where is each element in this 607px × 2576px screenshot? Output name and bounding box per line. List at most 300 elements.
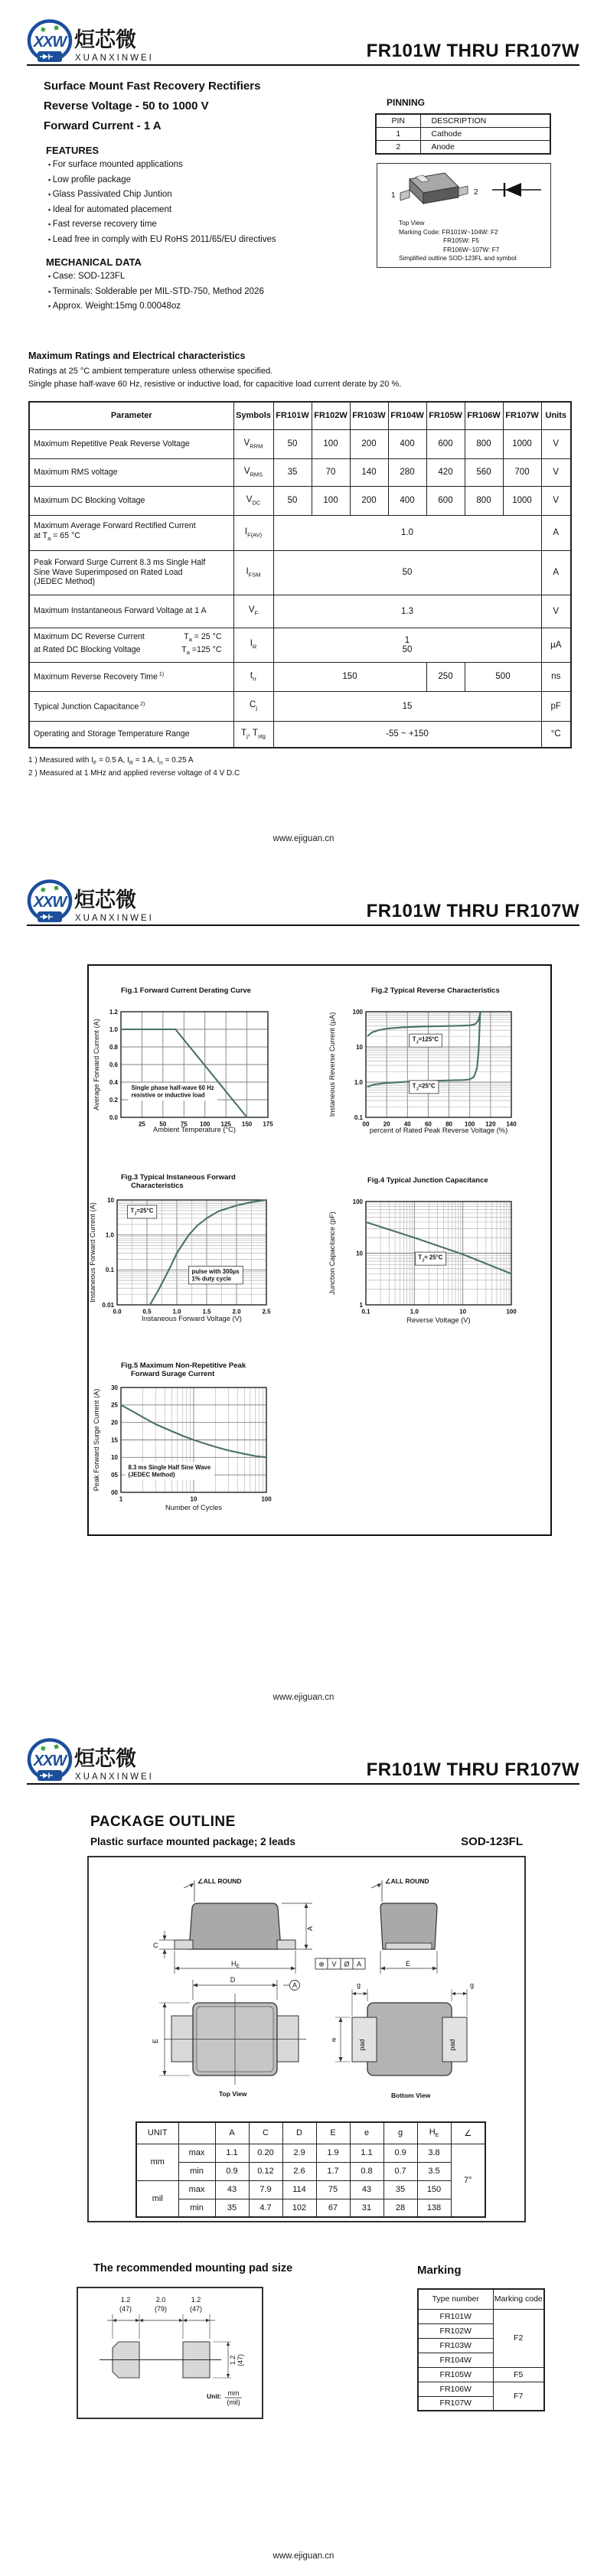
dim-he-label: $H_E$ (231, 1960, 240, 1969)
marking-code-cell: F7 (493, 2382, 544, 2411)
value-cell: 70 (312, 458, 350, 486)
chart-text: Average Forward Current (A) (93, 1019, 100, 1110)
symbol-cell: $C_j$ (233, 691, 273, 721)
table-row (29, 691, 571, 721)
dim-e-label: E (152, 2038, 159, 2044)
dimension-table (135, 2121, 486, 2218)
type-number-cell: FR106W (418, 2382, 493, 2396)
forward-current-subtitle: Forward Current - 1 A (44, 119, 162, 132)
chart-text: Ambient Temperature (°C) (153, 1126, 236, 1133)
chart-text: Peak Forward Surge Current (A) (93, 1388, 100, 1492)
table-row (418, 2289, 544, 2309)
value-cell: 1.3 (273, 595, 541, 628)
minmax-cell: min (178, 2162, 215, 2180)
table-row (29, 429, 571, 458)
page1-header (27, 18, 579, 66)
list-item: ▪ Terminals: Solderable per MIL-STD-750, Method 2026 (48, 285, 264, 300)
list-item: ▪ Lead free in comply with EU RoHS 2011/65/EU directives (48, 233, 276, 248)
unit-mm: mm (227, 2389, 240, 2397)
chart-text: 2.0 (232, 1308, 241, 1316)
chart-text: 20 (111, 1419, 118, 1427)
description-col-header: DESCRIPTION (420, 114, 550, 128)
value-cell: -55 ~ +150 (273, 721, 541, 748)
value-cell: 400 (388, 486, 426, 515)
svg-text:TJ=125°C: $T_J=125^\circ C$ (412, 1035, 439, 1045)
value-cell: 100 (312, 486, 350, 515)
chart-shape (366, 1222, 511, 1274)
chart-text: 0.2 (109, 1096, 118, 1104)
mounting-pad-heading: The recommended mounting pad size (93, 2262, 293, 2274)
chart-text: Fig.4 Typical Junction Capacitance (367, 1176, 488, 1185)
dim-col-header: g (383, 2122, 417, 2144)
chart-text: 10 (356, 1250, 363, 1257)
svg-text:TJ= 25°C: $T_J= 25^\circ C$ (418, 1254, 443, 1264)
caption-line: Top View (399, 219, 425, 227)
svg-text:TJ=25°C: $T_J=25^\circ C$ (412, 1082, 436, 1092)
chart-text: 15 (111, 1436, 118, 1444)
chart-annotation (415, 1252, 445, 1265)
dim-value-cell: 7.9 (249, 2180, 282, 2199)
bottom-view-label: Bottom View (391, 2092, 431, 2099)
unit-cell: ns (541, 662, 571, 691)
chart-text: 0.01 (102, 1301, 114, 1309)
table-row (376, 141, 550, 155)
list-item: ▪ For surface mounted applications (48, 158, 276, 173)
dim-value-cell: 75 (316, 2180, 350, 2199)
unit-cell: µA (541, 628, 571, 662)
pad-dim3-mil: (47) (189, 2305, 203, 2313)
pad-label: pad (358, 2039, 366, 2051)
symbol-cell: $I_R$ (233, 628, 273, 662)
dim-value-cell: 1.1 (215, 2144, 249, 2162)
chart-text: 100 (200, 1120, 210, 1128)
value-cell: 100 (312, 429, 350, 458)
unit-group-cell: mm (136, 2144, 178, 2180)
list-item: ▪ Low profile package (48, 173, 276, 188)
chart-text: 0.0 (113, 1308, 122, 1316)
blank-header (178, 2122, 215, 2144)
header-rule (27, 64, 579, 67)
value-cell: 420 (426, 458, 465, 486)
chart-shape (368, 1012, 481, 1087)
dim-d-label: D (230, 1976, 236, 1984)
tolerance-frame (315, 1958, 365, 1969)
dim-value-cell: 28 (383, 2199, 417, 2217)
param-cell: Maximum Instantaneous Forward Voltage at 1 A (29, 595, 233, 628)
dim-value-cell: 2.9 (282, 2144, 316, 2162)
dim-value-cell: 0.20 (249, 2144, 282, 2162)
chart-annotation (128, 1083, 217, 1101)
pinning-heading: PINNING (387, 97, 426, 108)
pad-dim2-value: 2.0 (155, 2296, 166, 2304)
table-row (376, 128, 550, 141)
tol-cell: Ø (344, 1960, 350, 1968)
chart-annotation (410, 1081, 439, 1094)
chart-text: 05 (111, 1471, 118, 1479)
page-title: FR101W THRU FR107W (366, 1759, 579, 1780)
chart-text: 150 (241, 1120, 253, 1128)
mechanical-data-list (48, 269, 264, 315)
list-item: ▪ Case: SOD-123FL (48, 269, 264, 285)
table-row (136, 2199, 485, 2217)
header-rule (27, 924, 579, 927)
logo-cn-text: 烜芯微 (74, 28, 136, 51)
tol-cell: A (356, 1960, 362, 1968)
unit-cell: V (541, 595, 571, 628)
symbol-cell: $I_{F(AV)}$ (233, 515, 273, 550)
value-cell: 35 (273, 458, 312, 486)
ratings-desc2: Single phase half-wave 60 Hz, resistive or inductive load, for capacitive load current derate by 20 %. (28, 380, 402, 389)
package-outline-drawing (89, 1857, 524, 2118)
dim-value-cell: 0.9 (215, 2162, 249, 2180)
chart-text: 1.5 (202, 1308, 211, 1316)
chart-annotation (128, 1205, 157, 1218)
figure-fig2 (325, 982, 532, 1143)
unit-cell: V (541, 486, 571, 515)
pad-dim-right-mil: (47) (237, 2353, 244, 2367)
chart-text: 1.0 (410, 1308, 419, 1316)
table-row (29, 595, 571, 628)
table-row (29, 628, 571, 662)
symbol-cell: $V_{DC}$ (233, 486, 273, 515)
param-cell: Typical Junction Capacitance $^{2)}$ (29, 691, 233, 721)
chart-text: 100 (352, 1008, 363, 1016)
param-cell: Operating and Storage Temperature Range (29, 721, 233, 748)
chart-text: 60 (424, 1120, 432, 1128)
dim-col-header: e (350, 2122, 383, 2144)
chart-text: 0.0 (109, 1114, 118, 1121)
table-row (136, 2180, 485, 2199)
chart-shape (150, 1200, 266, 1305)
value-cell: 1000 (503, 486, 541, 515)
pin1-label: 1 (391, 191, 396, 200)
svg-text:pulse with 300µs1% duty cycle: pulse with 300µs 1% duty cycle (191, 1267, 240, 1283)
mechanical-data-heading: MECHANICAL DATA (46, 256, 142, 268)
pad-dim-right-value: 1.2 (229, 2355, 237, 2366)
type-number-cell: FR102W (418, 2323, 493, 2338)
dim-value-cell: 2.6 (282, 2162, 316, 2180)
svg-text:Single phase half-wave 60 Hzre: Single phase half-wave 60 Hz resistive or inductive load (131, 1084, 214, 1099)
chart-shape (366, 1012, 511, 1117)
chart-text: Instaneous Reverse Current (µA) (328, 1012, 336, 1117)
table-row (376, 114, 550, 128)
table-row (136, 2162, 485, 2180)
value-cell: 50 (273, 550, 541, 595)
chart-text: Number of Cycles (165, 1504, 222, 1511)
minmax-cell: max (178, 2180, 215, 2199)
logo-mark-text: XXW (33, 894, 67, 911)
chart-text: 25 (111, 1401, 118, 1409)
ratings-header-cell: FR106W (465, 402, 503, 429)
datum-a-label: A (292, 1981, 298, 1989)
value-cell: 400 (388, 429, 426, 458)
chart-text: 50 (159, 1120, 167, 1128)
unit-cell: V (541, 458, 571, 486)
marking-heading: Marking (417, 2264, 462, 2277)
param-cell: Peak Forward Surge Current 8.3 ms Single Half Sine Wave Superimposed on Rated Load (JEDEC Method) (29, 550, 233, 595)
minmax-cell: min (178, 2199, 215, 2217)
chart-text: Fig.5 Maximum Non-Repetitive Peak Forward Surage Current (121, 1361, 246, 1378)
pin-description-cell: Cathode (420, 128, 550, 141)
page-title: FR101W THRU FR107W (366, 41, 579, 61)
table-row (418, 2309, 544, 2323)
value-cell: 280 (388, 458, 426, 486)
value-cell: 800 (465, 486, 503, 515)
dim-g-label: g (470, 1981, 475, 1989)
features-heading: FEATURES (46, 145, 100, 156)
pin-col-header: PIN (376, 114, 420, 128)
unit-header: UNIT (136, 2122, 178, 2144)
figure-fig4 (325, 1171, 532, 1333)
brand-logo (27, 18, 188, 65)
dim-value-cell: 3.5 (417, 2162, 451, 2180)
param-cell: Maximum DC Reverse Current $T_a = 25$ °C at Rated DC Blocking Voltage $T_a =125$ °C (29, 628, 233, 662)
dim-value-cell: 0.9 (383, 2144, 417, 2162)
chart-text: 25 (138, 1120, 145, 1128)
dim-value-cell: 138 (417, 2199, 451, 2217)
unit-cell: A (541, 550, 571, 595)
ratings-header-cell: Symbols (233, 402, 273, 429)
dim-value-cell: 67 (316, 2199, 350, 2217)
dim-value-cell: 1.9 (316, 2144, 350, 2162)
dim-a-label: A (306, 1925, 314, 1932)
chart-text: Fig.2 Typical Reverse Characteristics (371, 986, 500, 995)
chart-text: 100 (465, 1120, 475, 1128)
dim-col-header: A (215, 2122, 249, 2144)
figure-fig1 (92, 982, 283, 1143)
dim-value-cell: 0.12 (249, 2162, 282, 2180)
value-cell: 50 (273, 486, 312, 515)
type-number-cell: FR107W (418, 2396, 493, 2411)
unit-cell: A (541, 515, 571, 550)
chart-text: Instaneous Forward Current (A) (89, 1202, 96, 1303)
unit-mil: (mil) (227, 2398, 240, 2406)
logo-cn-text: 烜芯微 (74, 1747, 136, 1770)
figure-fig5 (92, 1358, 283, 1524)
param-cell: Maximum Repetitive Peak Reverse Voltage (29, 429, 233, 458)
dim-value-cell: 114 (282, 2180, 316, 2199)
chart-text: 100 (506, 1308, 517, 1316)
chart-text: 75 (180, 1120, 188, 1128)
pin-number-cell: 1 (376, 128, 420, 141)
dim-value-cell: 0.7 (383, 2162, 417, 2180)
dim-col-header: D (282, 2122, 316, 2144)
symbol-cell: $I_{FSM}$ (233, 550, 273, 595)
footnote-1: 1 ) Measured with $I_F = 0.5$ A, $I_R = 1$ A, $I_{rr} = 0.25$ A (28, 756, 194, 766)
marking-header-cell: Type number (418, 2289, 493, 2309)
chart-text: 0.5 (142, 1308, 152, 1316)
dim-value-cell: 4.7 (249, 2199, 282, 2217)
page3-header (27, 1736, 579, 1785)
ratings-header-cell: Units (541, 402, 571, 429)
chart-text: 120 (485, 1120, 496, 1128)
pin-description-cell: Anode (420, 141, 550, 155)
chart-text: 1.2 (109, 1008, 118, 1016)
unit-cell: V (541, 429, 571, 458)
chart-annotation (126, 1462, 214, 1480)
chart-text: percent of Rated Peak Reverse Voltage (%) (369, 1127, 508, 1134)
chart-text: 1.0 (354, 1078, 363, 1086)
footer-website: www.ejiguan.cn (272, 1693, 335, 1702)
value-cell: 150 (273, 662, 426, 691)
table-row (29, 486, 571, 515)
caption-line: FR105W: F5 (443, 236, 479, 244)
table-row (29, 721, 571, 748)
package-outline-sub: Plastic surface mounted package; 2 leads (90, 1836, 295, 1847)
ratings-header-cell: FR103W (350, 402, 388, 429)
svg-text:TJ=25°C: $T_J=25^\circ C$ (130, 1207, 154, 1217)
table-row (29, 515, 571, 550)
list-item: ▪ Fast reverse recovery time (48, 217, 276, 233)
symbol-cell: $V_{RMS}$ (233, 458, 273, 486)
dim-value-cell: 1.1 (350, 2144, 383, 2162)
value-cell: 50 (273, 429, 312, 458)
ratings-desc1: Ratings at 25 °C ambient temperature unless otherwise specified. (28, 367, 273, 376)
page2-header (27, 878, 579, 926)
chart-text: 2.5 (262, 1308, 271, 1316)
value-cell: 1000 (503, 429, 541, 458)
symbol-cell: $V_F$ (233, 595, 273, 628)
chart-text: 10 (459, 1308, 467, 1316)
dim-value-cell: 35 (215, 2199, 249, 2217)
pin-number-cell: 2 (376, 141, 420, 155)
chart-text: 00 (111, 1489, 118, 1496)
value-cell: 1.0 (273, 515, 541, 550)
chart-text: Reverse Voltage (V) (406, 1316, 471, 1324)
pinning-table (375, 113, 551, 155)
chart-text: 1 (119, 1495, 123, 1503)
ratings-header-cell: FR105W (426, 402, 465, 429)
unit-group-cell: mil (136, 2180, 178, 2217)
chart-text: 125 (220, 1120, 231, 1128)
svg-text:8.3 ms Single Half Sine Wave(J: 8.3 ms Single Half Sine Wave (JEDEC Method) (128, 1463, 211, 1479)
pad-dim1-value: 1.2 (120, 2296, 131, 2304)
chart-text: 80 (445, 1120, 453, 1128)
param-cell: Maximum DC Blocking Voltage (29, 486, 233, 515)
logo-en-text: XUANXINWEI (75, 54, 154, 63)
value-cell: 600 (426, 429, 465, 458)
product-title: Surface Mount Fast Recovery Rectifiers (44, 80, 261, 93)
dim-g-label: g (357, 1981, 361, 1989)
table-row (29, 458, 571, 486)
value-cell: 700 (503, 458, 541, 486)
tol-cell: V (331, 1960, 337, 1968)
caption-line: Marking Code: FR101W~104W: F2 (399, 227, 498, 236)
angle-col-header: ∠ (451, 2122, 485, 2144)
brand-logo (27, 878, 188, 925)
chart-text: 00 (362, 1120, 370, 1128)
dim-c-label: C (153, 1942, 158, 1949)
pad-dim3-value: 1.2 (191, 2296, 201, 2304)
package-sketch (379, 167, 549, 219)
dim-value-cell: 43 (215, 2180, 249, 2199)
dim-value-cell: 35 (383, 2180, 417, 2199)
ratings-header-cell: Parameter (29, 402, 233, 429)
chart-text: 175 (263, 1120, 273, 1128)
mounting-pad-drawing (78, 2288, 259, 2415)
dim-value-cell: 43 (350, 2180, 383, 2199)
marking-code-cell: F2 (493, 2309, 544, 2367)
chart-text: 140 (506, 1120, 517, 1128)
package-outline-box (87, 1856, 526, 2222)
pad-dim2-mil: (79) (154, 2305, 168, 2313)
ratings-header-cell: FR104W (388, 402, 426, 429)
chart-text: 20 (383, 1120, 390, 1128)
ratings-heading: Maximum Ratings and Electrical characteristics (28, 351, 246, 361)
table-row (136, 2144, 485, 2162)
footer-website: www.ejiguan.cn (272, 834, 335, 843)
ratings-header-row (29, 402, 571, 429)
chart-text: 1 (359, 1301, 363, 1309)
chart-text: Junction Capacitance (pF) (328, 1211, 336, 1295)
list-item: ▪ Glass Passivated Chip Juntion (48, 187, 276, 203)
type-number-cell: FR105W (418, 2367, 493, 2382)
logo-en-text: XUANXINWEI (75, 1772, 154, 1782)
pad-label: pad (449, 2039, 456, 2051)
chart-text: 30 (111, 1384, 118, 1391)
chart-text: 10 (107, 1196, 114, 1204)
list-item: ▪ Approx. Weight:15mg 0.00048oz (48, 299, 264, 315)
chart-text: 1.0 (105, 1231, 114, 1239)
dim-value-cell: 1.7 (316, 2162, 350, 2180)
chart-text: 0.6 (109, 1061, 118, 1068)
chart-annotation (189, 1266, 243, 1284)
minmax-cell: max (178, 2144, 215, 2162)
value-cell: 800 (465, 429, 503, 458)
chart-annotation (410, 1034, 442, 1047)
footer-website: www.ejiguan.cn (272, 2552, 335, 2561)
chart-text: 10 (111, 1454, 118, 1462)
dim-col-header: $H_E$ (417, 2122, 451, 2144)
footnote-2: 2 ) Measured at 1 MHz and applied reverse voltage of 4 V D.C (28, 769, 240, 778)
unit-cell: °C (541, 721, 571, 748)
value-cell: 250 (426, 662, 465, 691)
chart-text: Instaneous Forward Voltage (V) (142, 1315, 242, 1322)
chart-text: 1.0 (109, 1026, 118, 1033)
type-number-cell: FR104W (418, 2353, 493, 2367)
type-number-cell: FR101W (418, 2309, 493, 2323)
chart-text: 0.4 (109, 1078, 118, 1086)
brand-logo (27, 1736, 188, 1784)
dim-value-cell: 102 (282, 2199, 316, 2217)
list-item: ▪ Ideal for automated placement (48, 203, 276, 218)
dim-e-label: E (406, 1960, 411, 1968)
type-number-cell: FR103W (418, 2338, 493, 2353)
package-name: SOD-123FL (461, 1835, 523, 1848)
chart-text: 1.0 (172, 1308, 181, 1316)
caption-line: FR106W~107W: F7 (443, 245, 500, 253)
ratings-table (28, 401, 572, 748)
angle-value-cell: 7° (451, 2144, 485, 2217)
dim-value-cell: 0.8 (350, 2162, 383, 2180)
ratings-header-cell: FR107W (503, 402, 541, 429)
dim-value-cell: 31 (350, 2199, 383, 2217)
table-row (29, 662, 571, 691)
marking-header-cell: Marking code (493, 2289, 544, 2309)
symbol-cell: $t_{rr}$ (233, 662, 273, 691)
unit-cell: pF (541, 691, 571, 721)
chart-text: 0.1 (105, 1267, 114, 1274)
package-outline-heading: PACKAGE OUTLINE (90, 1814, 236, 1830)
marking-code-cell: F5 (493, 2367, 544, 2382)
dim-col-header: C (249, 2122, 282, 2144)
chart-text: 0.8 (109, 1043, 118, 1051)
table-row (418, 2382, 544, 2396)
tol-cell: ⊕ (318, 1960, 325, 1968)
ratings-header-cell: FR102W (312, 402, 350, 429)
features-list (48, 158, 276, 247)
pad-dim1-mil: (47) (119, 2305, 132, 2313)
